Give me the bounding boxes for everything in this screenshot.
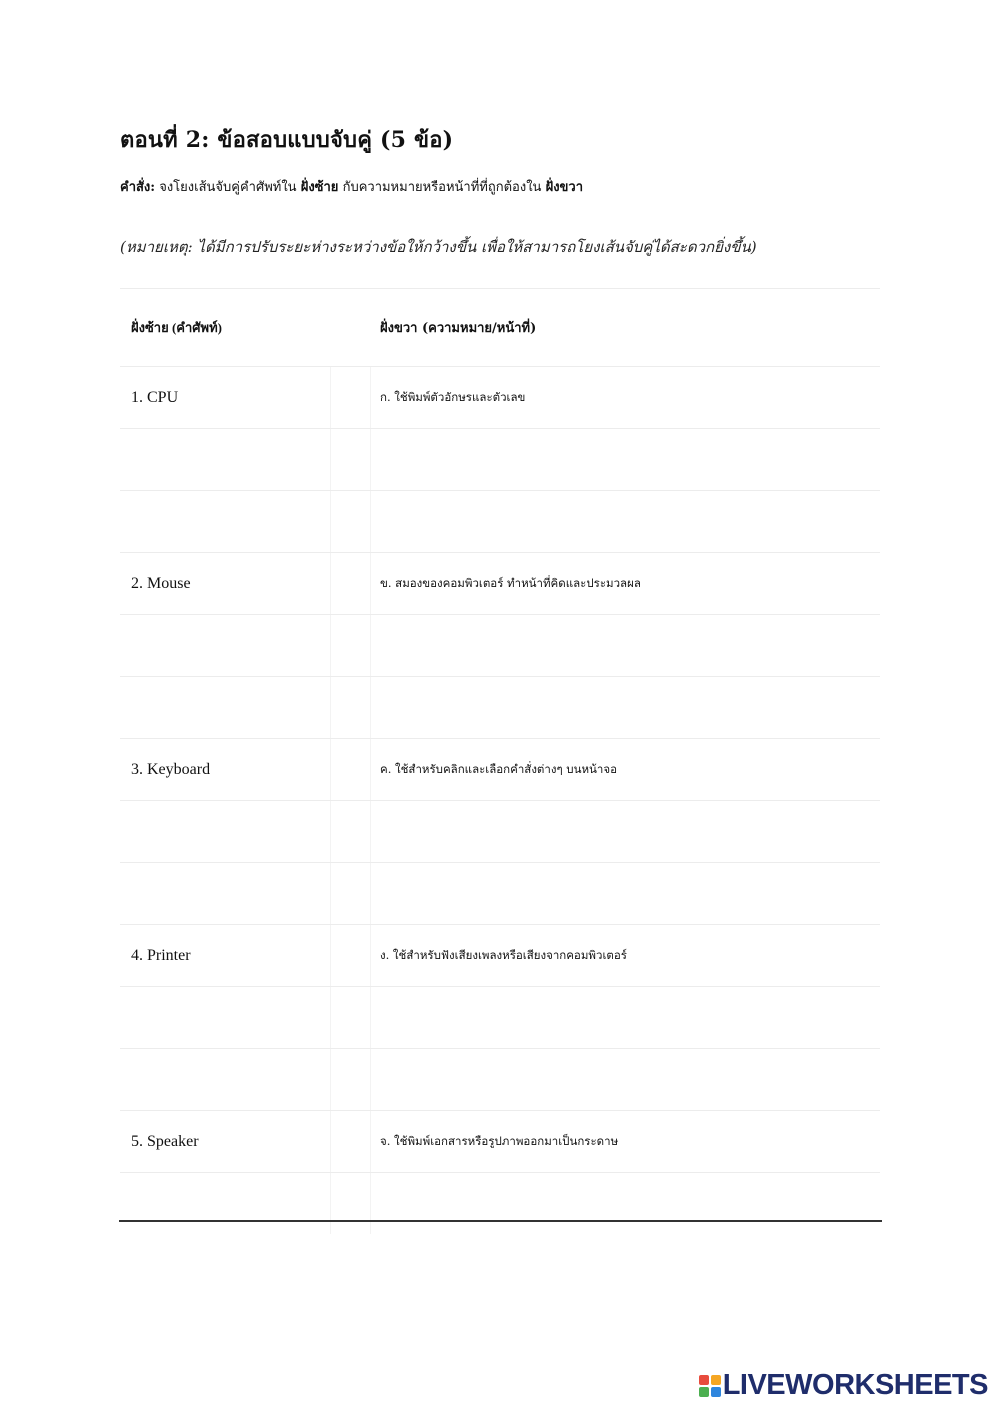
- column-divider: [370, 1111, 371, 1172]
- column-divider: [330, 1049, 331, 1110]
- column-divider: [330, 429, 331, 490]
- column-divider: [330, 801, 331, 862]
- column-divider: [370, 987, 371, 1048]
- column-divider: [330, 553, 331, 614]
- matching-table: [120, 288, 880, 1234]
- meaning-cell: ค. ใช้สำหรับคลิกและเลือกคำสั่งต่างๆ บนหน้าจอ: [380, 761, 618, 776]
- term-cell: 5. Speaker: [131, 1132, 199, 1150]
- table-row: [120, 1110, 880, 1172]
- brand-text: LIVEWORKSHEETS: [722, 1369, 988, 1401]
- column-divider: [370, 739, 371, 800]
- meaning-cell: ก. ใช้พิมพ์ตัวอักษรและตัวเลข: [380, 389, 526, 404]
- header-left: ฝั่งซ้าย (คำศัพท์): [131, 320, 222, 335]
- column-divider: [370, 615, 371, 676]
- column-divider: [370, 863, 371, 924]
- column-divider: [370, 367, 371, 428]
- column-divider: [370, 1173, 371, 1234]
- instruction-prefix: คำสั่ง:: [120, 180, 156, 195]
- table-header-row: [120, 288, 880, 366]
- table-row: [120, 490, 880, 552]
- table-row: [120, 800, 880, 862]
- instruction-left-side: ฝั่งซ้าย: [300, 180, 339, 195]
- column-divider: [370, 1049, 371, 1110]
- column-divider: [330, 863, 331, 924]
- column-divider: [330, 367, 331, 428]
- table-row: [120, 552, 880, 614]
- meaning-cell: ข. สมองของคอมพิวเตอร์ ทำหน้าที่คิดและประมวลผล: [380, 575, 641, 590]
- liveworksheets-brand: [699, 1369, 988, 1402]
- header-right: ฝั่งขวา (ความหมาย/หน้าที่): [380, 321, 537, 336]
- column-divider: [370, 429, 371, 490]
- column-divider: [330, 677, 331, 738]
- term-cell: 1. CPU: [131, 388, 179, 406]
- instruction-right-side: ฝั่งขวา: [545, 180, 584, 195]
- column-divider: [330, 615, 331, 676]
- meaning-cell: ง. ใช้สำหรับฟังเสียงเพลงหรือเสียงจากคอมพิวเตอร์: [380, 947, 627, 962]
- liveworksheets-logo-icon: [699, 1375, 721, 1397]
- table-row: [120, 924, 880, 986]
- column-divider: [370, 553, 371, 614]
- column-divider: [370, 801, 371, 862]
- term-cell: 2. Mouse: [131, 574, 191, 592]
- table-row: [120, 428, 880, 490]
- column-divider: [370, 925, 371, 986]
- table-row: [120, 862, 880, 924]
- instruction-text-1: จงโยงเส้นจับคู่คำศัพท์ใน: [155, 180, 301, 195]
- table-row: [120, 366, 880, 428]
- instruction-text-2: กับความหมายหรือหน้าที่ที่ถูกต้องใน: [338, 180, 546, 195]
- table-row: [120, 738, 880, 800]
- term-cell: 4. Printer: [131, 946, 191, 964]
- column-divider: [330, 1173, 331, 1234]
- instruction: [120, 178, 583, 198]
- section-title: ตอนที่ 2: ข้อสอบแบบจับคู่ (5 ข้อ): [120, 127, 454, 153]
- table-row: [120, 614, 880, 676]
- meaning-cell: จ. ใช้พิมพ์เอกสารหรือรูปภาพออกมาเป็นกระดาษ: [380, 1133, 619, 1148]
- column-divider: [330, 925, 331, 986]
- column-divider: [330, 739, 331, 800]
- column-divider: [330, 1111, 331, 1172]
- table-row: [120, 676, 880, 738]
- term-cell: 3. Keyboard: [131, 760, 211, 778]
- column-divider: [330, 987, 331, 1048]
- column-divider: [370, 677, 371, 738]
- note: (หมายเหตุ: ได้มีการปรับระยะห่างระหว่างข้อให้กว้างขึ้น เพื่อให้สามารถโยงเส้นจับคู่ได้สะดวกยิ่งขึ้น): [120, 238, 757, 256]
- table-row: [120, 1048, 880, 1110]
- column-divider: [330, 491, 331, 552]
- table-row: [120, 1172, 880, 1234]
- table-bottom-rule: [119, 1220, 882, 1222]
- column-divider: [370, 491, 371, 552]
- table-row: [120, 986, 880, 1048]
